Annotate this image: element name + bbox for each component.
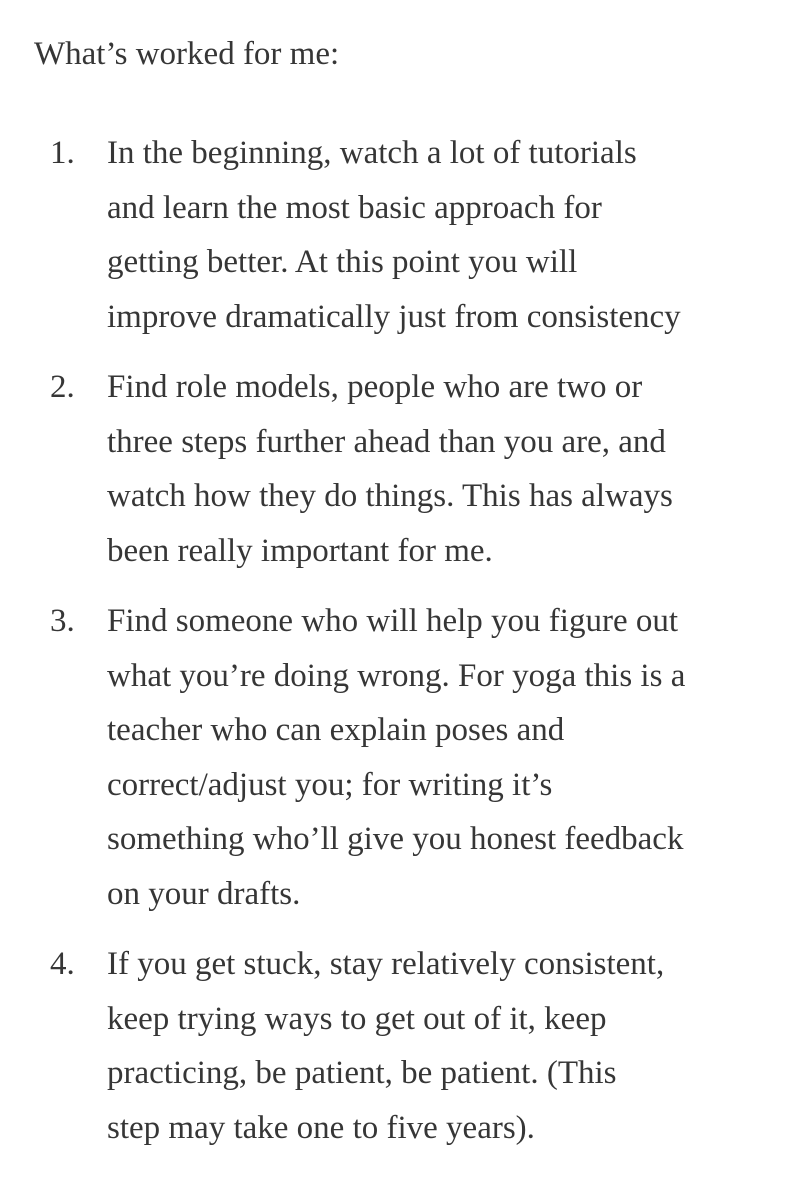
numbered-list	[0, 126, 797, 1155]
list-item-number: 4.	[50, 946, 75, 982]
text-line: and learn the most basic approach for	[107, 189, 602, 226]
list-item-2	[0, 360, 767, 578]
list-item-3	[0, 594, 767, 921]
list-item-text	[107, 937, 767, 1155]
list-item-text	[107, 360, 767, 578]
text-line: practicing, be patient, be patient. (This	[107, 1055, 617, 1091]
list-item-number: 3.	[50, 603, 75, 639]
text-line: keep trying ways to get out of it, keep	[107, 1000, 607, 1037]
text-line: Find role models, people who are two or	[107, 369, 643, 405]
text-line: If you get stuck, stay relatively consistent,	[107, 946, 665, 982]
list-item-1	[0, 126, 767, 344]
text-line: watch how they do things. This has always	[107, 478, 673, 514]
text-line: In the beginning, watch a lot of tutorials	[107, 135, 637, 171]
text-line: on your drafts.	[107, 875, 301, 912]
text-line: improve dramatically just from consistency	[107, 298, 681, 335]
text-line: Find someone who will help you figure out	[107, 603, 679, 639]
text-line: correct/adjust you; for writing it’s	[107, 766, 553, 803]
list-item-text	[107, 126, 767, 344]
list-item-number: 1.	[50, 135, 75, 171]
text-line: something who’ll give you honest feedback	[107, 821, 684, 857]
text-line: step may take one to five years).	[107, 1109, 535, 1146]
list-item-number: 2.	[50, 369, 75, 405]
text-line: getting better. At this point you will	[107, 244, 578, 280]
intro-text: What’s worked for me:	[34, 36, 340, 72]
text-line: three steps further ahead than you are, and	[107, 423, 666, 460]
list-item-4	[0, 937, 767, 1155]
text-line: teacher who can explain poses and	[107, 712, 565, 748]
list-item-text	[107, 594, 767, 921]
text-line: what you’re doing wrong. For yoga this is a	[107, 657, 686, 694]
text-line: been really important for me.	[107, 532, 493, 569]
